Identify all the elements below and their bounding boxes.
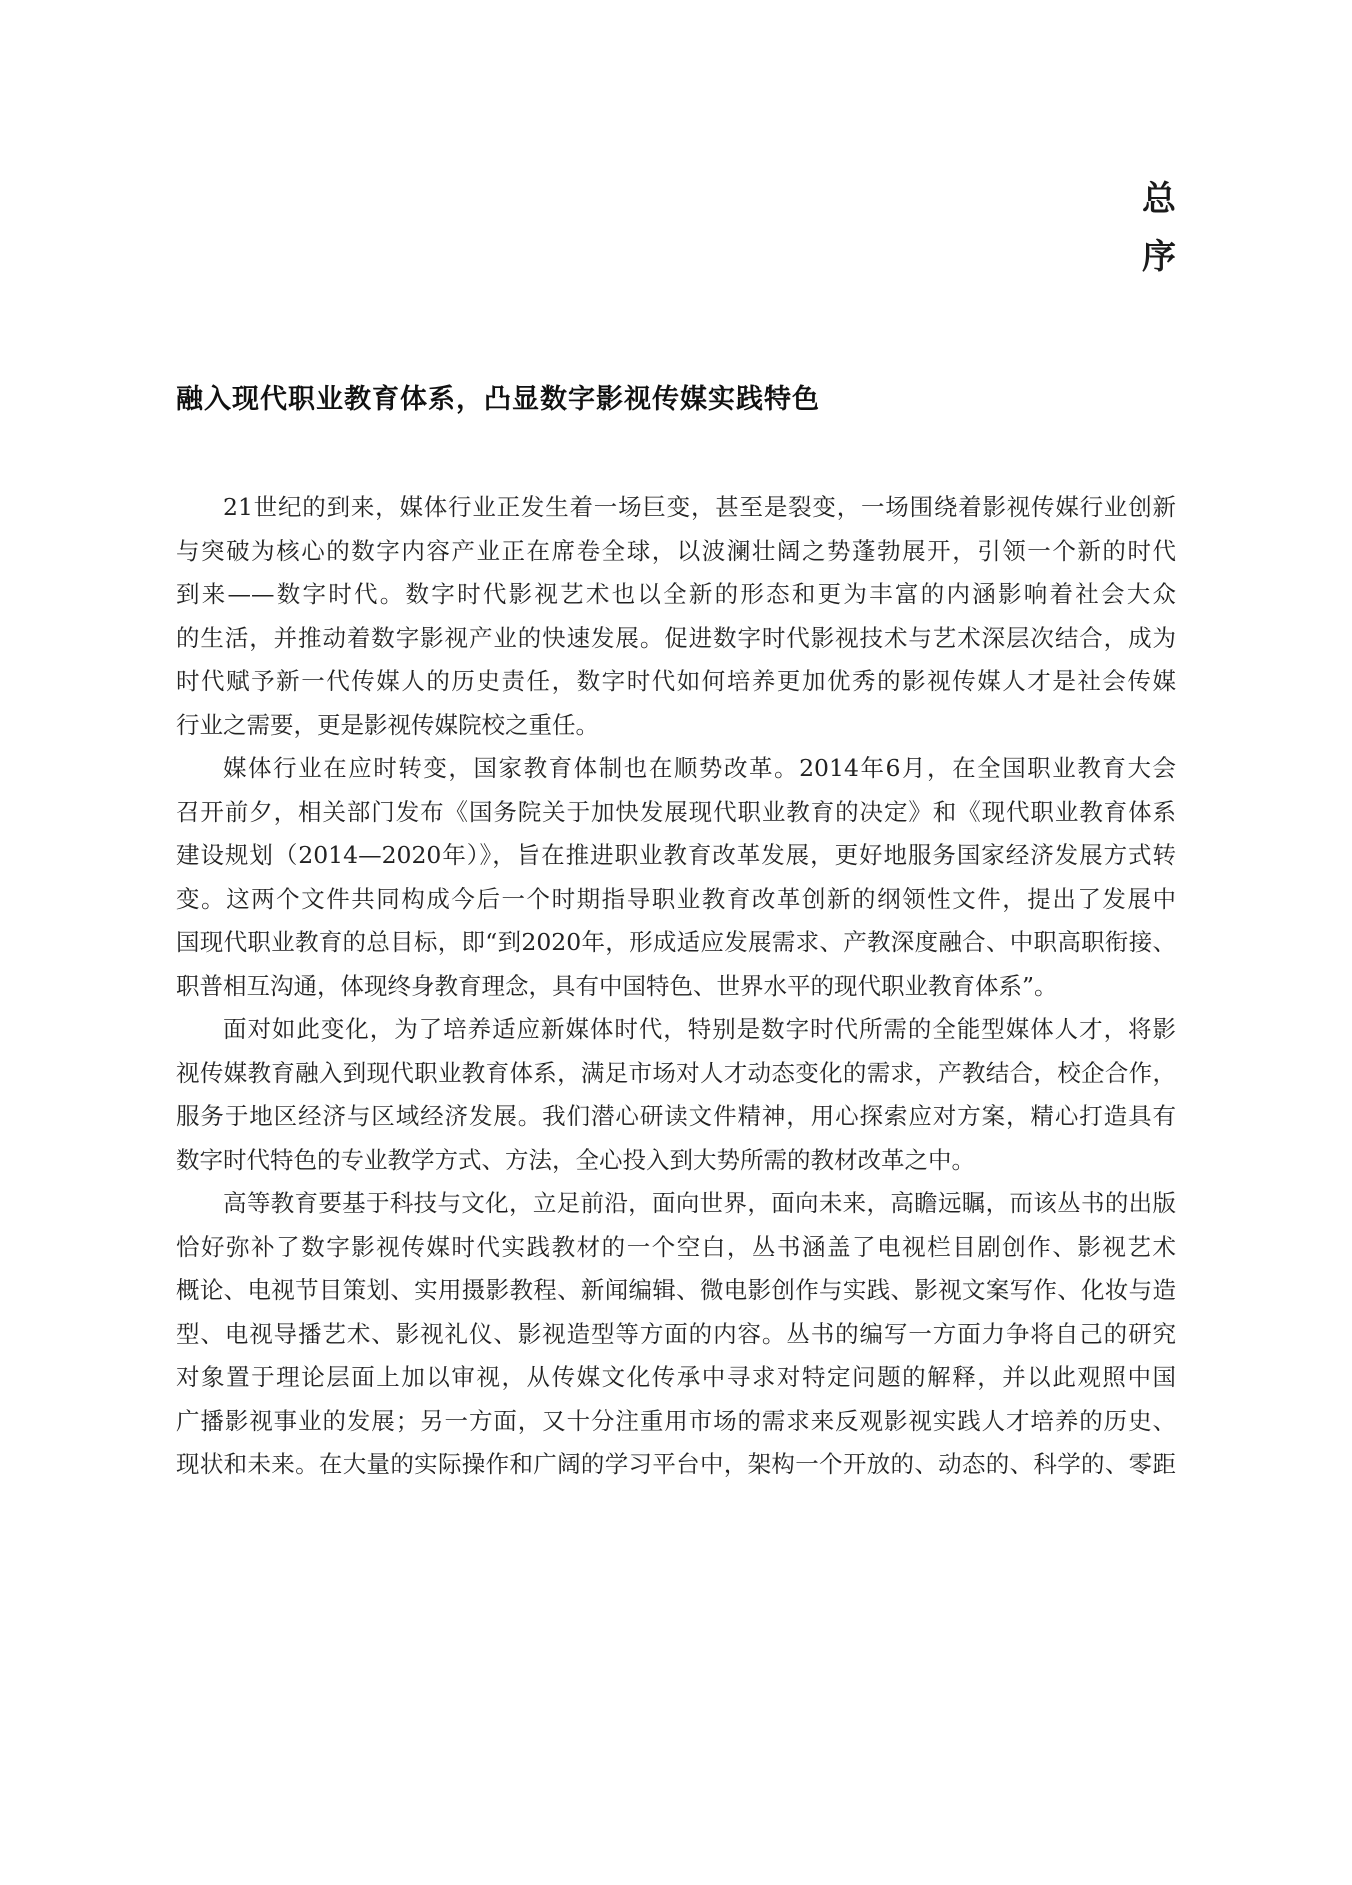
- text-line: 时代赋予新一代传媒人的历史责任，数字时代如何培养更加优秀的影视传媒人才是社会传媒: [176, 667, 1176, 695]
- text-line: 职普相互沟通，体现终身教育理念，具有中国特色、世界水平的现代职业教育体系”。: [176, 971, 1058, 1000]
- paragraph-4: [176, 1182, 1176, 1487]
- text-line: 广播影视事业的发展；另一方面，又十分注重用市场的需求来反观影视实践人才培养的历史、: [176, 1406, 1176, 1435]
- text-line: 型、电视导播艺术、影视礼仪、影视造型等方面的内容。丛书的编写一方面力争将自己的研究: [176, 1319, 1176, 1348]
- title-char-2: 序: [1142, 237, 1176, 277]
- title-char-1: 总: [1142, 179, 1176, 219]
- text-line: 召开前夕，相关部门发布《国务院关于加快发展现代职业教育的决定》和《现代职业教育体系: [176, 797, 1176, 826]
- text-line: 21世纪的到来，媒体行业正发生着一场巨变，甚至是裂变，一场围绕着影视传媒行业创新: [223, 493, 1176, 521]
- text-line: 媒体行业在应时转变，国家教育体制也在顺势改革。2014年6月，在全国职业教育大会: [223, 754, 1176, 782]
- text-line: 国现代职业教育的总目标，即“到2020年，形成适应发展需求、产教深度融合、中职高职衔接、: [176, 928, 1176, 956]
- text-line: 到来——数字时代。数字时代影视艺术也以全新的形态和更为丰富的内涵影响着社会大众: [176, 580, 1176, 608]
- text-line: 面对如此变化，为了培养适应新媒体时代，特别是数字时代所需的全能型媒体人才，将影: [223, 1015, 1176, 1043]
- page-title: [1134, 170, 1184, 286]
- text-line: 视传媒教育融入到现代职业教育体系，满足市场对人才动态变化的需求，产教结合，校企合作，: [176, 1058, 1176, 1087]
- text-line: 数字时代特色的专业教学方式、方法，全心投入到大势所需的教材改革之中。: [176, 1145, 975, 1174]
- text-line: 恰好弥补了数字影视传媒时代实践教材的一个空白，丛书涵盖了电视栏目剧创作、影视艺术: [176, 1232, 1176, 1261]
- text-line: 建设规划（2014—2020年）》，旨在推进职业教育改革发展，更好地服务国家经济发展方式转: [176, 841, 1176, 869]
- body-text: [176, 486, 1176, 1487]
- text-line: 高等教育要基于科技与文化，立足前沿，面向世界，面向未来，高瞻远瞩，而该丛书的出版: [223, 1189, 1176, 1217]
- section-subtitle: 融入现代职业教育体系，凸显数字影视传媒实践特色: [176, 384, 820, 415]
- text-line: 变。这两个文件共同构成今后一个时期指导职业教育改革创新的纲领性文件，提出了发展中: [176, 884, 1176, 913]
- text-line: 与突破为核心的数字内容产业正在席卷全球，以波澜壮阔之势蓬勃展开，引领一个新的时代: [176, 536, 1176, 565]
- paragraph-3: [176, 1008, 1176, 1182]
- text-line: 概论、电视节目策划、实用摄影教程、新闻编辑、微电影创作与实践、影视文案写作、化妆与造: [176, 1276, 1176, 1304]
- text-line: 对象置于理论层面上加以审视，从传媒文化传承中寻求对特定问题的解释，并以此观照中国: [176, 1363, 1176, 1391]
- paragraph-2: [176, 747, 1176, 1008]
- text-line: 行业之需要，更是影视传媒院校之重任。: [176, 710, 599, 739]
- text-line: 的生活，并推动着数字影视产业的快速发展。促进数字时代影视技术与艺术深层次结合，成为: [176, 623, 1176, 652]
- text-line: 现状和未来。在大量的实际操作和广阔的学习平台中，架构一个开放的、动态的、科学的、零距: [176, 1450, 1176, 1478]
- paragraph-1: [176, 486, 1176, 747]
- text-line: 服务于地区经济与区域经济发展。我们潜心研读文件精神，用心探索应对方案，精心打造具有: [176, 1102, 1176, 1130]
